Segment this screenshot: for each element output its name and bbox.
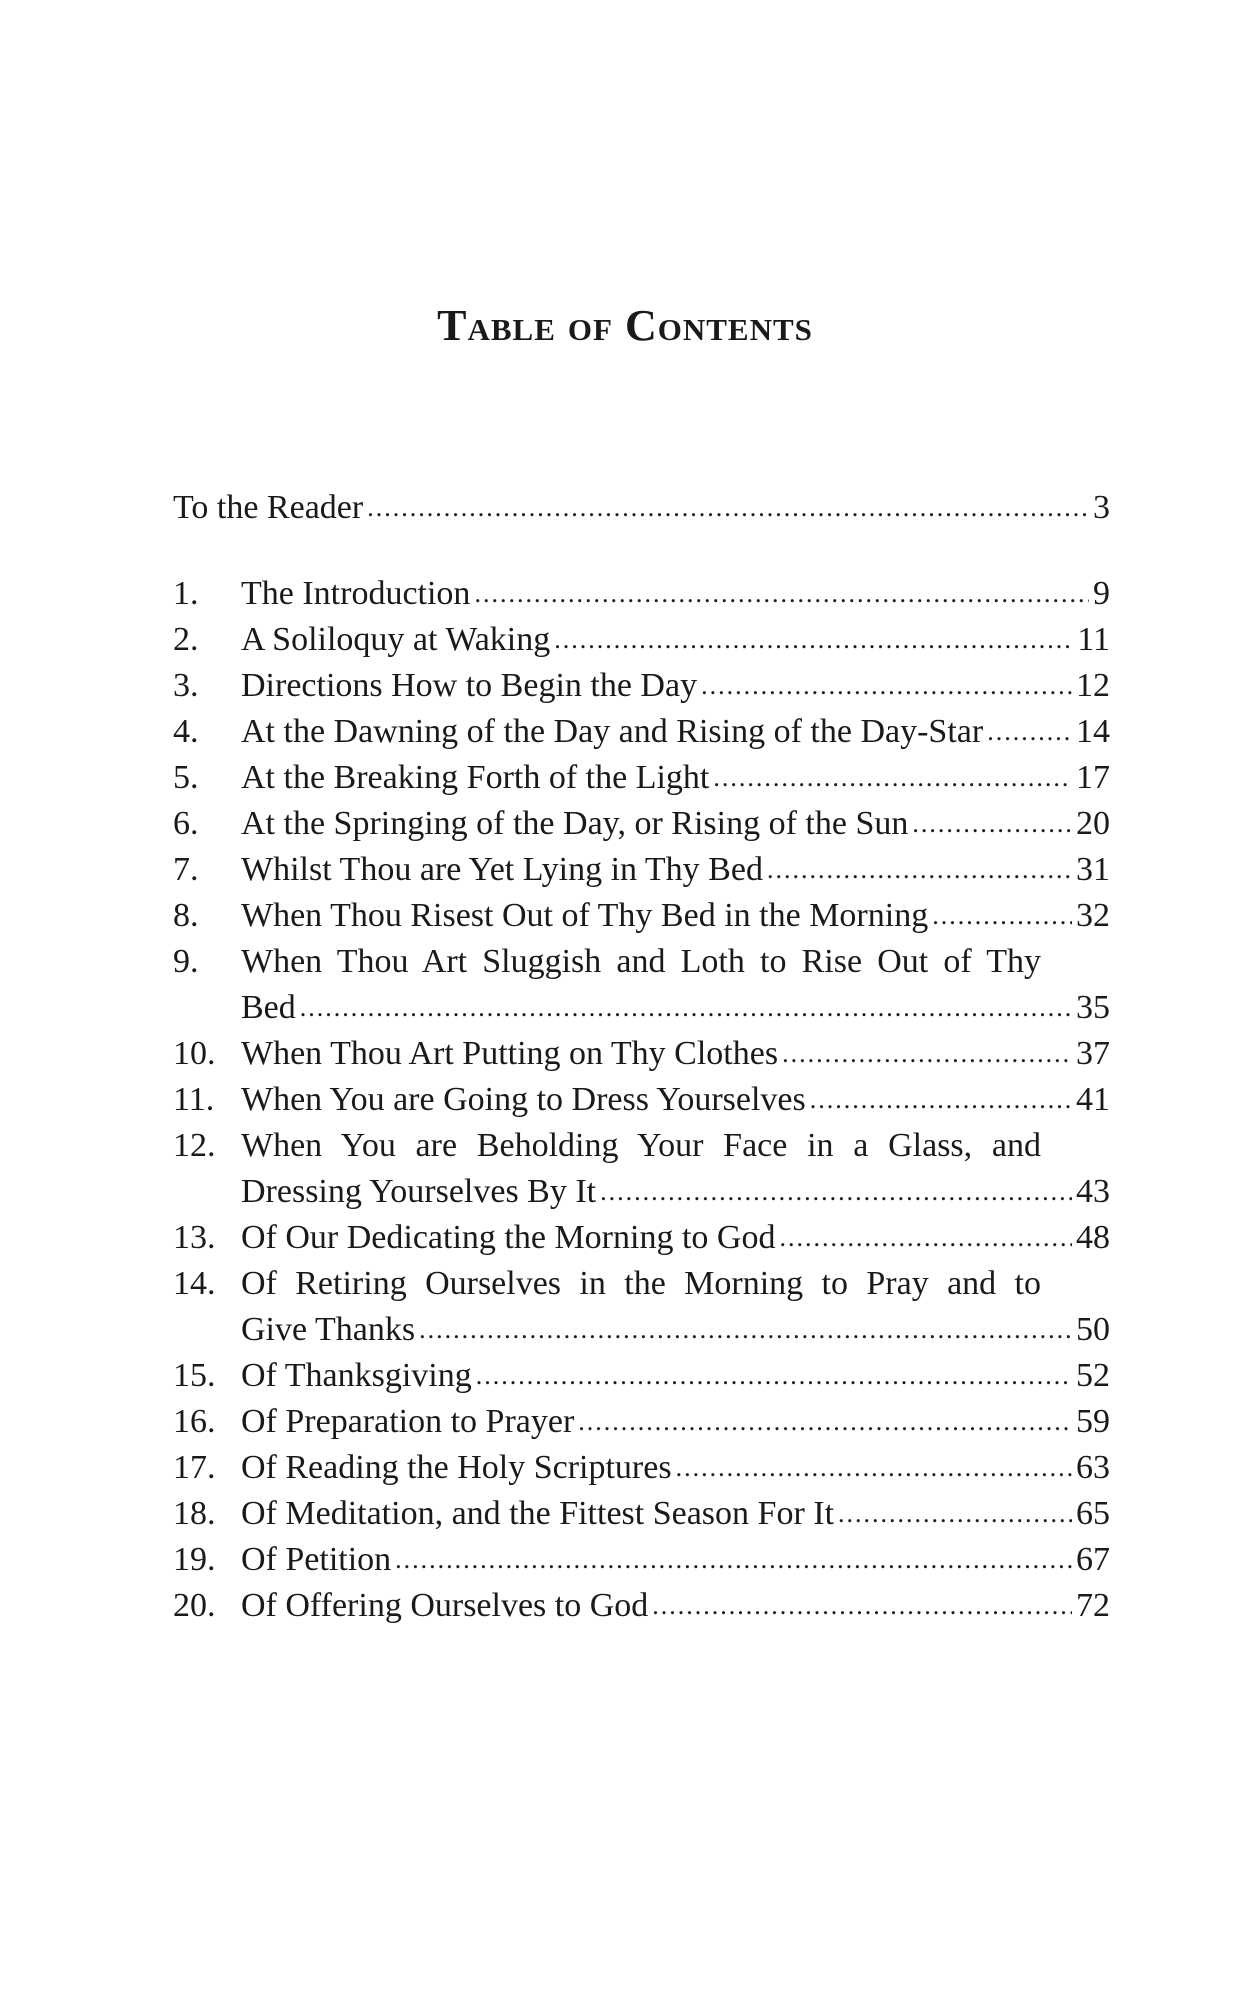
dot-leader	[810, 1077, 1072, 1123]
toc-entry-page: 35	[1076, 989, 1110, 1026]
toc-entry-title: A Soliloquy at Waking	[241, 621, 551, 658]
toc-entry-page: 67	[1076, 1541, 1110, 1578]
dot-leader	[652, 1583, 1072, 1629]
toc-entry-title-line1: When Thou Art Sluggish and Loth to Rise Out of Thy	[241, 943, 1041, 980]
toc-entry-title: Of Offering Ourselves to God	[241, 1587, 649, 1624]
toc-entry	[173, 617, 1110, 663]
toc-entry-title-line2: Give Thanks	[241, 1311, 416, 1348]
toc-entry-title: Whilst Thou are Yet Lying in Thy Bed	[241, 851, 763, 888]
toc-entry-page: 14	[1076, 713, 1110, 750]
toc-entry-title: Of Preparation to Prayer	[241, 1403, 575, 1440]
toc-entry-page: 20	[1076, 805, 1110, 842]
toc-entry-title: At the Springing of the Day, or Rising of the Sun	[241, 805, 909, 842]
toc-entry-number: 18.	[173, 1495, 216, 1532]
toc-entry-page: 31	[1076, 851, 1110, 888]
dot-leader	[932, 893, 1072, 939]
dot-leader	[767, 847, 1072, 893]
toc-entry	[173, 1399, 1110, 1445]
toc-entry-number: 16.	[173, 1403, 216, 1440]
toc-entry	[173, 1261, 1110, 1353]
toc-entry	[173, 571, 1110, 617]
toc-entry-number: 7.	[173, 851, 199, 888]
toc-entry-title: Directions How to Begin the Day	[241, 667, 698, 704]
toc-entry-number: 4.	[173, 713, 199, 750]
toc-entry-page: 63	[1076, 1449, 1110, 1486]
toc-entry	[173, 755, 1110, 801]
toc-entry-number: 13.	[173, 1219, 216, 1256]
toc-entry-number: 1.	[173, 575, 199, 612]
toc-entry-number: 8.	[173, 897, 199, 934]
toc-entry-title-line1: When You are Beholding Your Face in a Glass, and	[241, 1127, 1041, 1164]
page-title: Table of Contents	[437, 301, 813, 350]
toc-entry-title: Of Meditation, and the Fittest Season For It	[241, 1495, 835, 1532]
dot-leader	[554, 617, 1073, 663]
toc-entry-number: 2.	[173, 621, 199, 658]
toc-entry-title: Of Reading the Holy Scriptures	[241, 1449, 672, 1486]
dot-leader	[474, 571, 1089, 617]
toc-entry-page: 59	[1076, 1403, 1110, 1440]
toc-entry-number: 12.	[173, 1127, 216, 1164]
toc-entry	[173, 663, 1110, 709]
toc-entry-front	[173, 485, 1110, 531]
toc-list	[173, 571, 1110, 1629]
dot-leader	[701, 663, 1072, 709]
toc-entry-number: 20.	[173, 1587, 216, 1624]
toc-entry	[173, 939, 1110, 1031]
dot-leader	[782, 1031, 1072, 1077]
dot-leader	[987, 709, 1072, 755]
toc-entry-title: When You are Going to Dress Yourselves	[241, 1081, 806, 1118]
toc-entry-title: To the Reader	[173, 489, 364, 526]
toc-entry-title-line1: Of Retiring Ourselves in the Morning to Pray and to	[241, 1265, 1041, 1302]
toc-entry-title: When Thou Art Putting on Thy Clothes	[241, 1035, 779, 1072]
toc-entry-number: 10.	[173, 1035, 216, 1072]
toc-entry-title: The Introduction	[241, 575, 471, 612]
toc-entry	[173, 801, 1110, 847]
toc-entry-title: At the Breaking Forth of the Light	[241, 759, 710, 796]
toc-entry-page: 43	[1076, 1173, 1110, 1210]
toc-entry	[173, 893, 1110, 939]
toc-entry-page: 65	[1076, 1495, 1110, 1532]
toc-entry-title: Of Petition	[241, 1541, 392, 1578]
toc-entry-page: 9	[1093, 575, 1110, 612]
toc-entry-number: 17.	[173, 1449, 216, 1486]
toc-entry	[173, 1215, 1110, 1261]
toc-entry	[173, 1583, 1110, 1629]
dot-leader	[779, 1215, 1072, 1261]
toc-entry-title: At the Dawning of the Day and Rising of the Day-Star	[241, 713, 984, 750]
toc-entry	[173, 1077, 1110, 1123]
toc-entry-number: 15.	[173, 1357, 216, 1394]
toc-entry-page: 11	[1077, 621, 1110, 658]
toc-entry-title-line2: Dressing Yourselves By It	[241, 1173, 597, 1210]
table-of-contents	[173, 485, 1110, 1629]
toc-entry-number: 5.	[173, 759, 199, 796]
toc-entry-page: 72	[1076, 1587, 1110, 1624]
toc-entry-page: 41	[1076, 1081, 1110, 1118]
toc-entry-title: Of Our Dedicating the Morning to God	[241, 1219, 776, 1256]
toc-entry	[173, 709, 1110, 755]
dot-leader	[367, 485, 1089, 531]
toc-entry-number: 3.	[173, 667, 199, 704]
toc-entry	[173, 847, 1110, 893]
toc-entry	[173, 1353, 1110, 1399]
toc-entry-number: 11.	[173, 1081, 215, 1118]
toc-entry-number: 14.	[173, 1265, 216, 1302]
toc-entry	[173, 1123, 1110, 1215]
toc-entry-title: Of Thanksgiving	[241, 1357, 472, 1394]
toc-entry-page: 3	[1093, 489, 1110, 526]
toc-entry-page: 48	[1076, 1219, 1110, 1256]
dot-leader	[912, 801, 1072, 847]
toc-entry-page: 52	[1076, 1357, 1110, 1394]
toc-entry-title: When Thou Risest Out of Thy Bed in the Morning	[241, 897, 929, 934]
toc-entry-page: 37	[1076, 1035, 1110, 1072]
toc-entry-page: 17	[1076, 759, 1110, 796]
toc-entry	[173, 1491, 1110, 1537]
dot-leader	[676, 1445, 1072, 1491]
toc-entry-number: 19.	[173, 1541, 216, 1578]
dot-leader	[419, 1307, 1072, 1353]
toc-entry-number: 6.	[173, 805, 199, 842]
toc-entry-page: 12	[1076, 667, 1110, 704]
toc-entry-number: 9.	[173, 943, 199, 980]
toc-entry	[173, 1537, 1110, 1583]
dot-leader	[578, 1399, 1072, 1445]
toc-entry-page: 50	[1076, 1311, 1110, 1348]
toc-entry	[173, 1031, 1110, 1077]
toc-entry	[173, 1445, 1110, 1491]
toc-entry-page: 32	[1076, 897, 1110, 934]
toc-entry-title-line2: Bed	[241, 989, 296, 1026]
dot-leader	[476, 1353, 1072, 1399]
dot-leader	[395, 1537, 1072, 1583]
dot-leader	[713, 755, 1072, 801]
dot-leader	[838, 1491, 1072, 1537]
dot-leader	[600, 1169, 1072, 1215]
dot-leader	[300, 985, 1072, 1031]
